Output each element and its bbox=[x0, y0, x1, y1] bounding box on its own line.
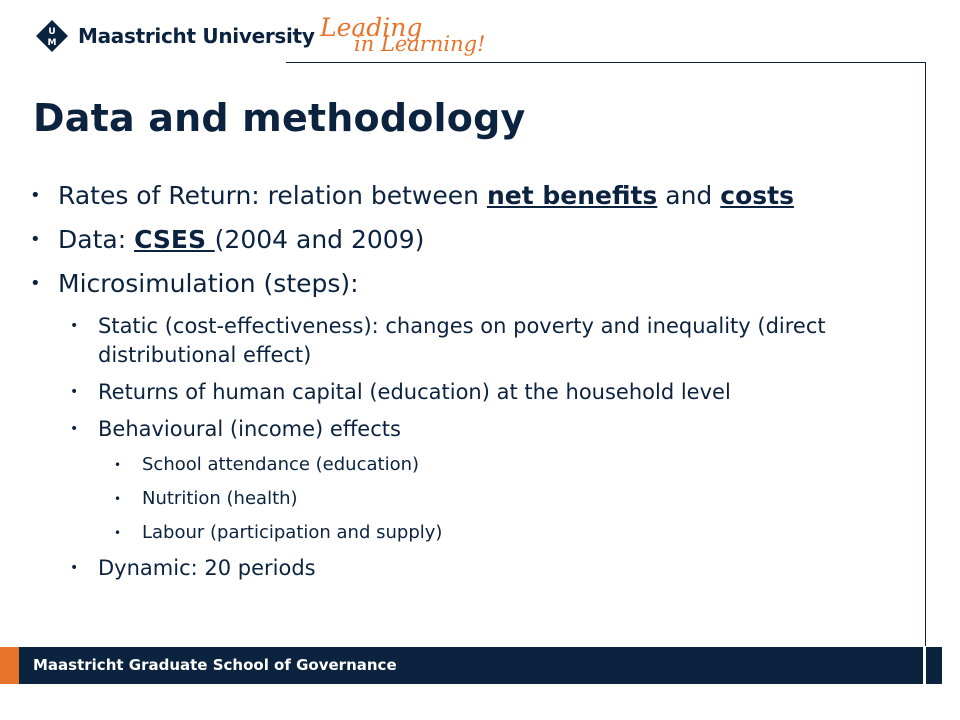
sub-bullet-returns bbox=[30, 378, 910, 407]
bullet-text: Labour (participation and supply) bbox=[142, 522, 443, 543]
bullet-icon: • bbox=[30, 229, 41, 250]
bullet-icon: • bbox=[114, 492, 122, 506]
slide-content bbox=[30, 180, 910, 591]
footer-text: Maastricht Graduate School of Governance bbox=[33, 656, 397, 674]
bullet-text: Returns of human capital (education) at the household level bbox=[98, 380, 731, 404]
bullet-microsimulation bbox=[30, 268, 910, 300]
bullet-icon: • bbox=[114, 526, 122, 540]
bullet-icon: • bbox=[70, 560, 79, 576]
svg-text:U: U bbox=[48, 27, 56, 37]
costs-link[interactable]: costs bbox=[720, 181, 794, 210]
bullet-icon: • bbox=[30, 273, 41, 294]
cses-link[interactable]: CSES bbox=[134, 225, 215, 254]
bullet-text: Dynamic: 20 periods bbox=[98, 556, 316, 580]
slide-title: Data and methodology bbox=[33, 96, 526, 140]
bullet-text: Behavioural (income) effects bbox=[98, 417, 401, 441]
bullet-text: Static (cost-effectiveness): changes on poverty and inequality (direct distributional effect) bbox=[98, 314, 826, 367]
svg-text:M: M bbox=[47, 38, 57, 48]
bullet-icon: • bbox=[30, 185, 41, 206]
bullet-text: Microsimulation (steps): bbox=[58, 269, 359, 298]
right-rule bbox=[925, 62, 926, 646]
bullet-text: and bbox=[657, 181, 721, 210]
bullet-text: Data: bbox=[58, 225, 135, 254]
bullet-icon: • bbox=[114, 458, 122, 472]
bullet-icon: • bbox=[70, 318, 79, 334]
um-logo-icon bbox=[36, 20, 68, 52]
sub-bullet-behavioural bbox=[30, 415, 910, 444]
bullet-data bbox=[30, 224, 910, 256]
bullet-text: Nutrition (health) bbox=[142, 488, 298, 509]
bullet-text: Rates of Return: relation between bbox=[58, 181, 487, 210]
bullet-text: (2004 and 2009) bbox=[214, 225, 425, 254]
university-tagline bbox=[286, 12, 486, 56]
sub-sub-bullet-nutrition bbox=[30, 486, 910, 512]
footer-accent bbox=[0, 647, 19, 684]
sub-sub-bullet-labour bbox=[30, 520, 910, 546]
sub-bullet-dynamic bbox=[30, 554, 910, 583]
footer-divider bbox=[923, 647, 926, 684]
bullet-rates-of-return bbox=[30, 180, 910, 212]
sub-sub-bullet-school bbox=[30, 452, 910, 478]
sub-bullet-static bbox=[30, 312, 910, 370]
university-name: Maastricht University bbox=[78, 24, 315, 48]
bullet-icon: • bbox=[70, 421, 79, 437]
tagline-line-1: Leading bbox=[320, 13, 423, 42]
footer-bar bbox=[0, 647, 942, 684]
tagline-line-2: in Learning! bbox=[354, 32, 486, 56]
header bbox=[0, 0, 960, 62]
bullet-icon: • bbox=[70, 384, 79, 400]
net-benefits-link[interactable]: net benefits bbox=[486, 181, 658, 210]
top-rule bbox=[286, 62, 926, 63]
bullet-text: School attendance (education) bbox=[142, 454, 420, 475]
